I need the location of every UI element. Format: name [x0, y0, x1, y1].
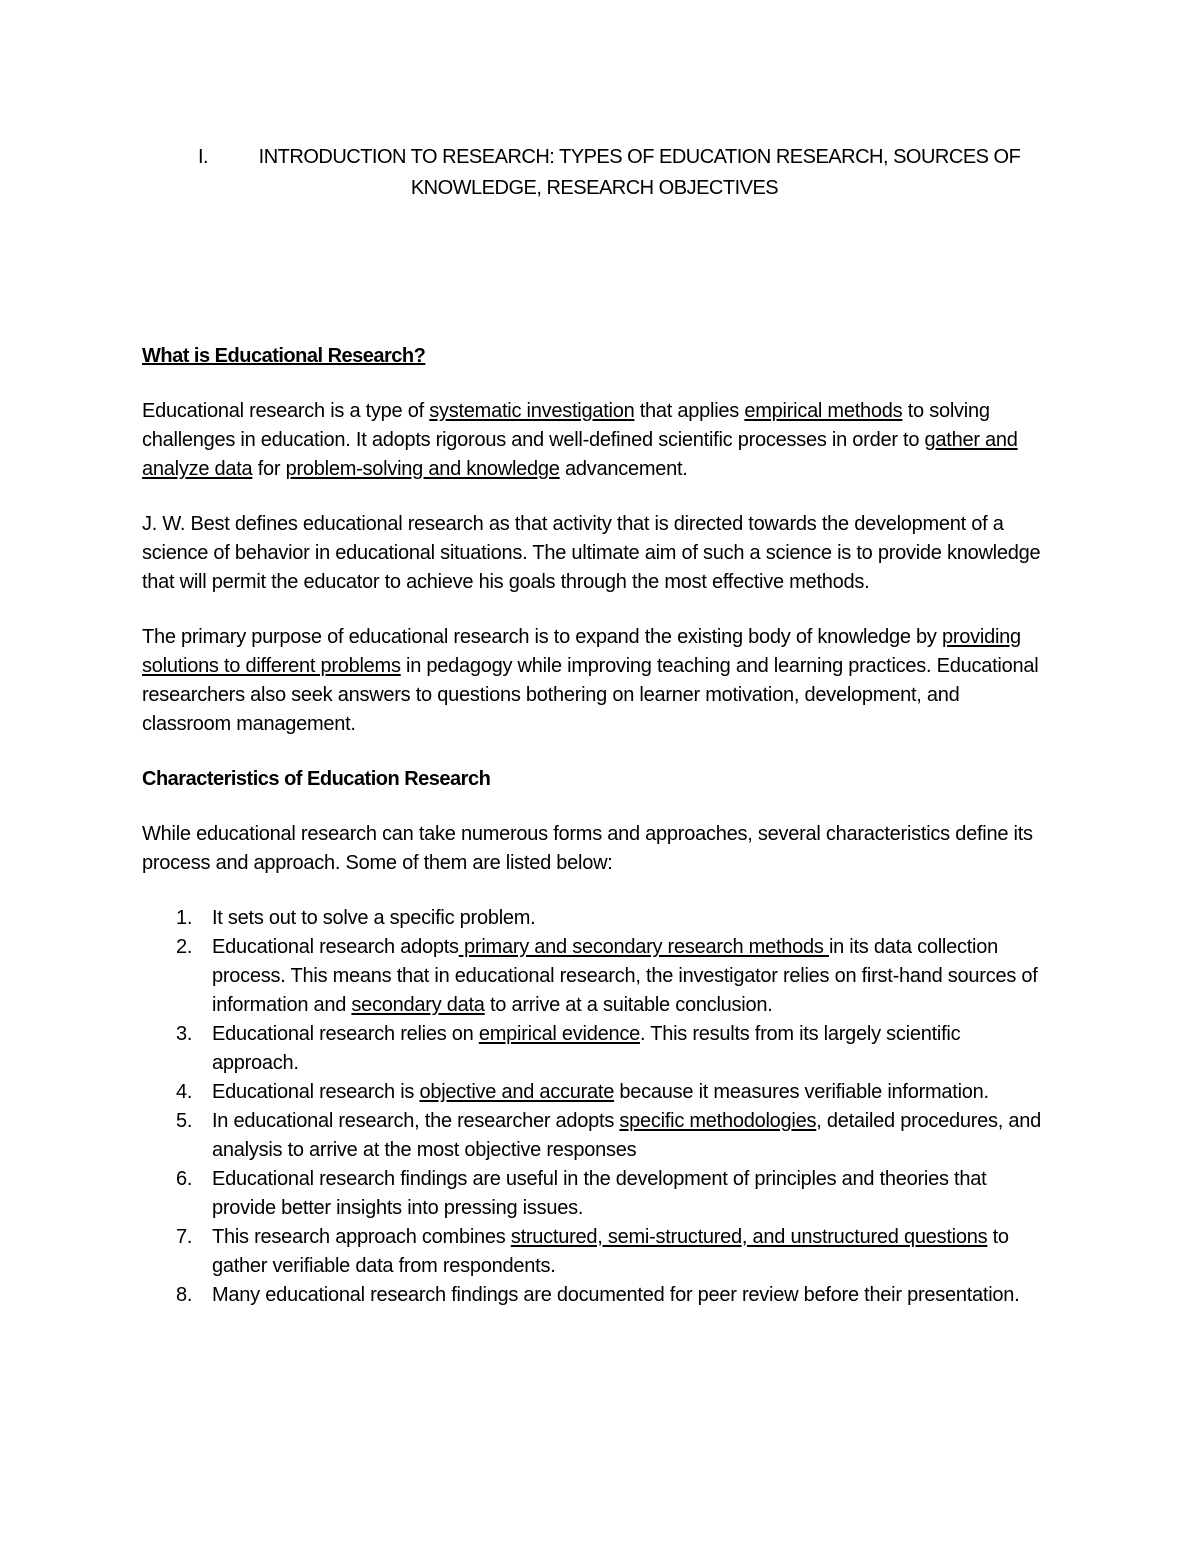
underlined-phrase: objective and accurate — [419, 1081, 615, 1103]
list-item — [142, 1165, 1047, 1223]
paragraph-characteristics-intro: While educational research can take numerous forms and approaches, several characteristics define its process and approach. Some of them are listed below: — [142, 823, 1033, 874]
list-item — [142, 1223, 1047, 1281]
text-run: that applies — [634, 400, 745, 422]
list-item — [142, 1107, 1047, 1165]
text-run: Educational research relies on — [212, 1023, 479, 1045]
list-item — [142, 1078, 1047, 1107]
title-number: I. — [198, 146, 209, 168]
list-item — [142, 1020, 1047, 1078]
text-run: advancement. — [559, 458, 688, 480]
paragraph-definition — [142, 397, 1047, 484]
text-run: It sets out to solve a specific problem. — [212, 907, 536, 929]
paragraph-primary-purpose — [142, 623, 1047, 739]
text-run: Educational research is — [212, 1081, 420, 1103]
text-run: in its data collection process. This means that in educational research, the investigator relies on first-hand sources of information and — [212, 936, 1038, 1016]
text-run: Many educational research findings are documented for peer review before their presentation. — [212, 1284, 1020, 1306]
title-line-2: KNOWLEDGE, RESEARCH OBJECTIVES — [410, 177, 779, 199]
underlined-phrase: empirical evidence — [478, 1023, 640, 1045]
underlined-phrase: structured, semi-structured, and unstructured questions — [510, 1226, 988, 1248]
characteristics-list — [142, 904, 1047, 1310]
underlined-phrase: specific methodologies — [619, 1110, 817, 1132]
title-line-1: INTRODUCTION TO RESEARCH: TYPES OF EDUCATION RESEARCH, SOURCES OF — [258, 146, 1021, 168]
underlined-phrase: systematic investigation — [429, 400, 635, 422]
underlined-phrase: providing solutions to different problems — [142, 626, 1021, 677]
text-run: The primary purpose of educational research is to expand the existing body of knowledge by — [142, 626, 942, 648]
list-item — [142, 1281, 1047, 1310]
list-number: 3. — [176, 1023, 193, 1045]
list-number: 6. — [176, 1168, 193, 1190]
list-number: 4. — [176, 1081, 193, 1103]
paragraph-best-definition: J. W. Best defines educational research as that activity that is directed towards the development of a science of behavior in educational situations. The ultimate aim of such a science is to provide knowledge that will permit the educator to achieve his goals through the most effective methods. — [142, 513, 1041, 593]
list-number: 7. — [176, 1226, 193, 1248]
list-item — [142, 904, 1047, 933]
text-run: Educational research findings are useful in the development of principles and theories that provide better insights into pressing issues. — [212, 1168, 987, 1219]
underlined-phrase: empirical methods — [744, 400, 903, 422]
underlined-phrase: primary and secondary research methods — [458, 936, 829, 958]
text-run: This research approach combines — [212, 1226, 511, 1248]
text-run: . This results from its largely scientific approach. — [212, 1023, 961, 1074]
list-number: 1. — [176, 907, 193, 929]
text-run: because it measures verifiable information. — [614, 1081, 989, 1103]
text-run: in pedagogy while improving teaching and learning practices. Educational researchers also seek answers to questions bothering on learner motivation, development, and classroom management. — [142, 655, 1039, 735]
text-run: for — [252, 458, 286, 480]
document-title — [142, 142, 1047, 204]
list-number: 5. — [176, 1110, 193, 1132]
list-number: 2. — [176, 936, 193, 958]
text-run: Educational research adopts — [212, 936, 459, 958]
text-run: Educational research is a type of — [142, 400, 430, 422]
text-run: , detailed procedures, and analysis to arrive at the most objective responses — [212, 1110, 1042, 1161]
underlined-phrase: gather and analyze data — [142, 429, 1018, 480]
text-run: to arrive at a suitable conclusion. — [484, 994, 773, 1016]
heading-what-is-educational-research: What is Educational Research? — [142, 345, 426, 367]
list-number: 8. — [176, 1284, 193, 1306]
text-run: to gather verifiable data from respondents. — [212, 1226, 1009, 1277]
underlined-phrase: secondary data — [351, 994, 485, 1016]
list-item — [142, 933, 1047, 1020]
underlined-phrase: problem-solving and knowledge — [285, 458, 560, 480]
heading-characteristics: Characteristics of Education Research — [142, 768, 491, 790]
text-run: to solving challenges in education. It adopts rigorous and well-defined scientific processes in order to — [142, 400, 990, 451]
document-page — [142, 142, 1047, 1310]
text-run: In educational research, the researcher adopts — [212, 1110, 620, 1132]
